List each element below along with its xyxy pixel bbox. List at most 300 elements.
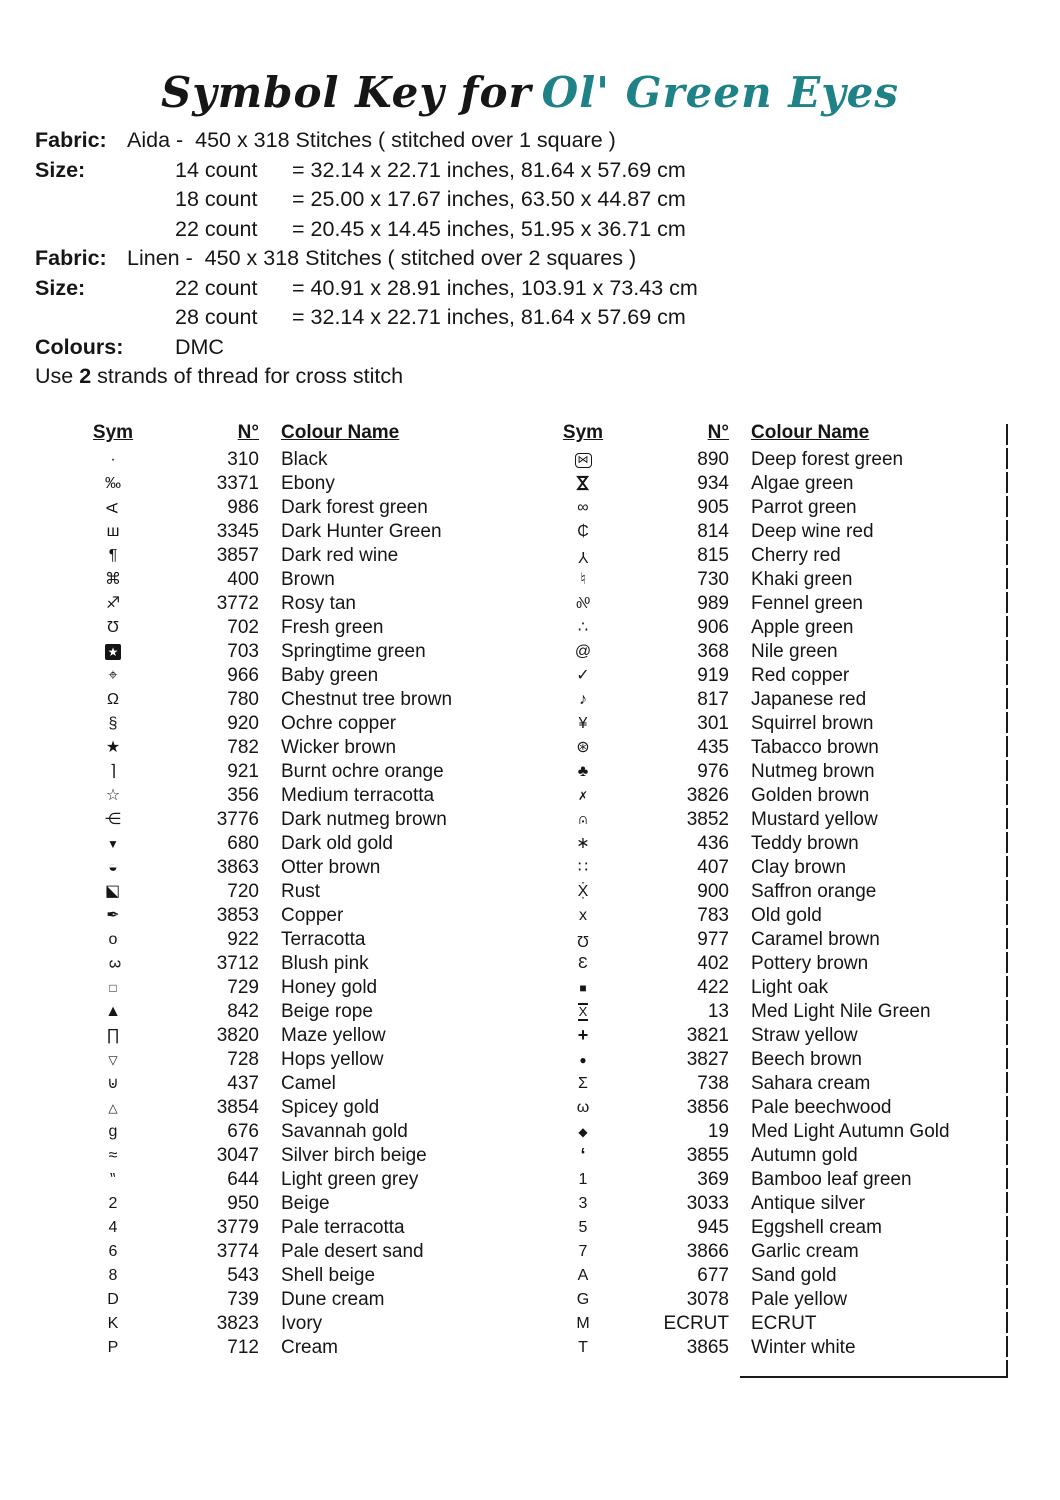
dmc-number: 817 <box>697 688 729 710</box>
table-row <box>85 472 555 496</box>
colour-name: Sahara cream <box>751 1072 871 1094</box>
symbol-glyph: ″ <box>110 1170 116 1188</box>
symbol-cell <box>85 452 141 468</box>
symbol-glyph: ∏ <box>106 1026 120 1044</box>
symbol-glyph: G <box>576 1290 590 1308</box>
colour-name: Old gold <box>751 904 822 926</box>
colour-name: Teddy brown <box>751 832 859 854</box>
table-row <box>555 448 1025 472</box>
colour-name: Wicker brown <box>281 736 397 758</box>
strands-suffix: strands of thread for cross stitch <box>91 364 404 389</box>
symbol-cell <box>85 572 141 588</box>
symbol-glyph: ¶ <box>108 546 118 564</box>
header-colour-name: Colour Name <box>751 421 870 443</box>
symbol-glyph: @ <box>574 642 592 660</box>
table-row <box>555 568 1025 592</box>
table-row <box>85 784 555 808</box>
info-text: Aida - 450 x 318 Stitches ( stitched over 1 square ) <box>127 128 616 153</box>
info-row <box>35 156 1060 186</box>
dmc-number: 3776 <box>216 808 259 830</box>
symbol-cell <box>555 980 611 996</box>
info-text: = 32.14 x 22.71 inches, 81.64 x 57.69 cm <box>292 305 686 330</box>
colour-name: Ochre copper <box>281 712 397 734</box>
symbol-glyph: ◒ <box>108 858 118 876</box>
colour-name: Brown <box>281 568 335 590</box>
colour-name: Pale yellow <box>751 1288 848 1310</box>
symbol-cell <box>85 716 141 732</box>
info-label: Fabric: <box>35 128 107 153</box>
table-row <box>85 1312 555 1336</box>
dmc-number: 676 <box>227 1120 259 1142</box>
colour-name: Honey gold <box>281 976 378 998</box>
table-row <box>555 616 1025 640</box>
colour-name: Baby green <box>281 664 379 686</box>
symbol-cell <box>555 1052 611 1068</box>
table-row <box>555 1168 1025 1192</box>
table-row <box>555 712 1025 736</box>
symbol-cell <box>85 596 141 612</box>
symbol-cell <box>555 620 611 636</box>
info-label: Size: <box>35 157 86 182</box>
info-label <box>35 215 175 245</box>
symbol-glyph: ✗ <box>577 788 589 803</box>
colour-name: Savannah gold <box>281 1120 408 1142</box>
header-number: N° <box>707 421 729 443</box>
table-row <box>85 568 555 592</box>
symbol-glyph: 6 <box>108 1242 118 1260</box>
symbol-glyph: ♪ <box>579 690 587 708</box>
symbol-cell <box>555 1196 611 1212</box>
symbol-cell <box>555 524 611 540</box>
symbol-glyph: ⋈ <box>573 474 593 493</box>
colour-name: Algae green <box>751 472 854 494</box>
symbol-cell <box>85 668 141 684</box>
symbol-cell <box>85 1340 141 1356</box>
dmc-number: 782 <box>227 736 259 758</box>
dmc-number: 3820 <box>216 1024 259 1046</box>
dmc-number: 920 <box>227 712 259 734</box>
colour-name: Apple green <box>751 616 854 638</box>
dmc-number: 543 <box>227 1264 259 1286</box>
colour-name: Saffron orange <box>751 880 877 902</box>
dmc-number: 437 <box>227 1072 259 1094</box>
table-row <box>85 1168 555 1192</box>
colour-name: Blush pink <box>281 952 369 974</box>
colour-name: Autumn gold <box>751 1144 858 1166</box>
symbol-glyph: ⊛ <box>576 738 590 756</box>
dmc-number: 814 <box>697 520 729 542</box>
symbol-cell <box>85 740 141 756</box>
table-row <box>555 1264 1025 1288</box>
table-row <box>85 1096 555 1120</box>
symbol-cell <box>85 1196 141 1212</box>
table-row <box>85 1048 555 1072</box>
colour-name: Rust <box>281 880 321 902</box>
colour-name: Nile green <box>751 640 838 662</box>
symbol-glyph: T <box>578 1338 588 1356</box>
dmc-number: 435 <box>697 736 729 758</box>
table-row <box>85 1264 555 1288</box>
dmc-number: 3345 <box>216 520 259 542</box>
table-row <box>555 496 1025 520</box>
colour-name: Rosy tan <box>281 592 356 614</box>
colour-name: Nutmeg brown <box>751 760 875 782</box>
table-row <box>555 832 1025 856</box>
colour-name: Winter white <box>751 1336 856 1358</box>
table-row <box>85 544 555 568</box>
symbol-cell <box>555 812 611 828</box>
dmc-number: 3827 <box>686 1048 729 1070</box>
symbol-cell <box>555 548 611 564</box>
info-row <box>35 185 1060 215</box>
symbol-key-tables <box>85 418 1060 1360</box>
symbol-cell <box>85 1220 141 1236</box>
dmc-number: 19 <box>707 1120 729 1142</box>
dmc-number: 729 <box>227 976 259 998</box>
table-row <box>555 1216 1025 1240</box>
colour-name: Burnt ochre orange <box>281 760 444 782</box>
symbol-cell <box>85 644 141 660</box>
info-row <box>35 274 1060 304</box>
symbol-cell <box>555 1100 611 1116</box>
symbol-glyph: ⌉ <box>109 762 117 780</box>
symbol-glyph: ш <box>106 522 120 540</box>
symbol-cell <box>85 764 141 780</box>
dmc-number: 3866 <box>686 1240 729 1262</box>
dmc-number: 900 <box>697 880 729 902</box>
symbol-glyph: P <box>107 1338 119 1356</box>
symbol-cell <box>555 1003 611 1021</box>
dmc-number: 934 <box>697 472 729 494</box>
symbol-glyph: ★ <box>105 738 121 756</box>
info-count: DMC <box>175 334 224 359</box>
symbol-glyph: ≈ <box>108 1146 118 1164</box>
symbol-cell <box>85 692 141 708</box>
symbol-glyph: § <box>108 714 118 732</box>
symbol-cell <box>85 1172 141 1188</box>
fabric-size-info <box>35 126 1060 362</box>
dmc-number: 310 <box>227 448 259 470</box>
symbol-glyph: M <box>576 1314 590 1332</box>
symbol-cell <box>85 1052 141 1068</box>
dmc-number: 712 <box>227 1336 259 1358</box>
symbol-glyph: ✒ <box>106 906 120 924</box>
colour-name: Med Light Autumn Gold <box>751 1120 950 1142</box>
symbol-glyph: x <box>579 906 587 924</box>
page-title <box>0 0 1060 116</box>
info-count: 14 count <box>175 157 258 182</box>
table-row <box>85 664 555 688</box>
symbol-cell <box>85 1316 141 1332</box>
dmc-number: 890 <box>697 448 729 470</box>
table-row <box>85 1120 555 1144</box>
symbol-glyph: ∩ • <box>577 812 589 828</box>
symbol-glyph: ▲ <box>105 1002 121 1020</box>
symbol-cell <box>555 572 611 588</box>
colour-name: Pale beechwood <box>751 1096 892 1118</box>
colour-name: Antique silver <box>751 1192 866 1214</box>
symbol-glyph: ⋈ <box>575 453 592 468</box>
dmc-number: 3853 <box>216 904 259 926</box>
symbol-glyph: ⌖ <box>108 666 118 684</box>
dmc-number: 921 <box>227 760 259 782</box>
colour-name: Pale desert sand <box>281 1240 424 1262</box>
colour-name: Caramel brown <box>751 928 880 950</box>
colour-name: Khaki green <box>751 568 853 590</box>
dmc-number: 815 <box>697 544 729 566</box>
dmc-number: 905 <box>697 496 729 518</box>
dmc-number: 3772 <box>216 592 259 614</box>
symbol-cell <box>85 884 141 900</box>
table-row <box>555 1024 1025 1048</box>
symbol-cell <box>555 1076 611 1092</box>
symbol-cell <box>555 932 611 948</box>
colour-name: Otter brown <box>281 856 381 878</box>
colour-name: Silver birch beige <box>281 1144 427 1166</box>
table-row <box>555 736 1025 760</box>
symbol-cell <box>85 860 141 876</box>
info-text: = 25.00 x 17.67 inches, 63.50 x 44.87 cm <box>292 187 686 212</box>
symbol-cell <box>555 884 611 900</box>
dmc-number: 677 <box>697 1264 729 1286</box>
symbol-glyph: X <box>578 1003 588 1019</box>
colour-name: Clay brown <box>751 856 847 878</box>
table-row <box>85 832 555 856</box>
colour-name: Garlic cream <box>751 1240 859 1262</box>
symbol-cell <box>555 500 611 516</box>
symbol-glyph: ‘ <box>580 1145 586 1166</box>
strands-count: 2 <box>79 364 92 389</box>
colour-name: Straw yellow <box>751 1024 858 1046</box>
table-row <box>555 1192 1025 1216</box>
colour-name: Light oak <box>751 976 829 998</box>
table-row <box>85 736 555 760</box>
symbol-glyph: 5 <box>578 1218 588 1236</box>
colour-name: Med Light Nile Green <box>751 1000 931 1022</box>
colour-name: Tabacco brown <box>751 736 879 758</box>
symbol-cell <box>555 956 611 972</box>
dmc-number: 989 <box>697 592 729 614</box>
symbol-glyph: o <box>108 930 118 948</box>
table-row <box>555 880 1025 904</box>
dmc-number: 402 <box>697 952 729 974</box>
colour-name: Dune cream <box>281 1288 385 1310</box>
symbol-glyph: 7 <box>578 1242 588 1260</box>
colour-name: Pottery brown <box>751 952 869 974</box>
symbol-glyph: ◆ <box>578 1124 588 1139</box>
symbol-cell <box>85 836 141 852</box>
symbol-glyph: A <box>103 502 121 514</box>
symbol-glyph: 2 <box>108 1194 118 1212</box>
symbol-glyph: ∴ <box>577 618 589 636</box>
dmc-number: 3854 <box>216 1096 259 1118</box>
dmc-number: 728 <box>227 1048 259 1070</box>
colour-name: Eggshell cream <box>751 1216 882 1238</box>
symbol-glyph: ▼ <box>107 836 119 851</box>
symbol-glyph: ☆ <box>105 786 121 804</box>
info-text: = 40.91 x 28.91 inches, 103.91 x 73.43 cm <box>292 275 698 300</box>
table-row <box>555 760 1025 784</box>
symbol-glyph: Ɛ <box>578 954 588 972</box>
colour-name: Beech brown <box>751 1048 862 1070</box>
symbol-cell <box>555 644 611 660</box>
colour-name: Dark nutmeg brown <box>281 808 447 830</box>
symbol-cell <box>555 596 611 612</box>
symbol-glyph: ♮ <box>580 570 586 588</box>
symbol-glyph: ⋲ <box>105 810 121 828</box>
symbol-glyph: D <box>107 1290 119 1308</box>
table-row <box>85 904 555 928</box>
table-row <box>85 1072 555 1096</box>
colour-name: Sand gold <box>751 1264 837 1286</box>
page-title-pattern-name: Ol' Green Eyes <box>541 68 900 117</box>
colour-name: Fresh green <box>281 616 384 638</box>
symbol-glyph: ⌘ <box>105 570 121 588</box>
symbol-glyph: ▽ <box>108 1052 118 1067</box>
symbol-glyph: ∷ <box>577 858 589 876</box>
table-row <box>85 928 555 952</box>
symbol-glyph: ‰ <box>105 474 121 492</box>
table-row <box>85 592 555 616</box>
symbol-glyph: △ <box>108 1100 118 1115</box>
table-row <box>555 1288 1025 1312</box>
info-count: 28 count <box>175 305 258 330</box>
symbol-glyph: A <box>577 1266 589 1284</box>
symbol-cell <box>85 620 141 636</box>
symbol-glyph: g <box>108 1122 118 1140</box>
table-row <box>555 1048 1025 1072</box>
colour-name: Hops yellow <box>281 1048 384 1070</box>
info-row <box>35 244 1060 274</box>
colour-name: Shell beige <box>281 1264 376 1286</box>
adjacent-column-border <box>1006 424 1008 1376</box>
table-row <box>555 664 1025 688</box>
symbol-cell <box>85 1028 141 1044</box>
colour-name: Dark forest green <box>281 496 428 518</box>
colour-name: Chestnut tree brown <box>281 688 453 710</box>
dmc-number: 702 <box>227 616 259 638</box>
colour-name: Pale terracotta <box>281 1216 405 1238</box>
colour-name: Dark red wine <box>281 544 399 566</box>
table-row <box>85 448 555 472</box>
symbol-glyph: 3 <box>578 1194 588 1212</box>
dmc-number: 3779 <box>216 1216 259 1238</box>
dmc-number: 986 <box>227 496 259 518</box>
strands-prefix: Use <box>35 364 80 389</box>
symbol-cell <box>555 1146 611 1165</box>
symbol-cell <box>85 1268 141 1284</box>
dmc-number: 436 <box>697 832 729 854</box>
dmc-number: 977 <box>697 928 729 950</box>
symbol-glyph: 3 <box>105 959 122 969</box>
dmc-number: 301 <box>697 712 729 734</box>
info-text: = 32.14 x 22.71 inches, 81.64 x 57.69 cm <box>292 157 686 182</box>
symbol-glyph: Ω <box>107 690 119 708</box>
symbol-glyph: ♐ <box>105 594 121 612</box>
info-label: Fabric: <box>35 246 107 271</box>
symbol-glyph: 1 <box>578 1170 588 1188</box>
symbol-glyph: 8 <box>108 1266 118 1284</box>
dmc-number: 739 <box>227 1288 259 1310</box>
symbol-cell <box>555 1124 611 1140</box>
colour-name: Beige rope <box>281 1000 373 1022</box>
symbol-cell <box>85 1124 141 1140</box>
symbol-cell <box>85 1004 141 1020</box>
info-label <box>35 303 175 333</box>
symbol-glyph: 4 <box>108 1218 118 1236</box>
colour-name: Ebony <box>281 472 335 494</box>
dmc-number: 3826 <box>686 784 729 806</box>
colour-name: Dark Hunter Green <box>281 520 442 542</box>
symbol-glyph: + <box>577 1025 589 1046</box>
dmc-number: 680 <box>227 832 259 854</box>
dmc-number: 13 <box>707 1000 729 1022</box>
symbol-glyph: ◪ <box>105 882 121 900</box>
dmc-number: 644 <box>227 1168 259 1190</box>
symbol-cell <box>85 1100 141 1116</box>
symbol-cell <box>555 740 611 756</box>
table-row <box>555 520 1025 544</box>
symbol-cell <box>555 788 611 804</box>
colour-name: Springtime green <box>281 640 426 662</box>
dmc-number: 3078 <box>686 1288 729 1310</box>
colour-name: Golden brown <box>751 784 870 806</box>
symbol-cell <box>555 1268 611 1284</box>
table-row <box>85 1288 555 1312</box>
symbol-glyph: Ω <box>577 931 589 949</box>
symbol-cell <box>85 932 141 948</box>
table-row <box>85 640 555 664</box>
symbol-cell <box>555 668 611 684</box>
symbol-glyph: ∗ <box>576 834 590 852</box>
colour-name: Terracotta <box>281 928 366 950</box>
colour-name: Dark old gold <box>281 832 393 854</box>
info-row <box>35 126 1060 156</box>
table-row <box>85 1216 555 1240</box>
symbol-glyph: ₵ <box>577 522 589 540</box>
colour-name: Camel <box>281 1072 336 1094</box>
colour-name: Deep forest green <box>751 448 904 470</box>
info-row <box>35 215 1060 245</box>
colour-name: Light green grey <box>281 1168 419 1190</box>
table-row <box>85 712 555 736</box>
dmc-number: 3852 <box>686 808 729 830</box>
dmc-number: 3856 <box>686 1096 729 1118</box>
symbol-glyph: ¥ <box>578 714 588 732</box>
dmc-number: 783 <box>697 904 729 926</box>
symbol-glyph: % <box>575 594 591 612</box>
table-row <box>555 1336 1025 1360</box>
table-row <box>85 760 555 784</box>
dmc-number: 3821 <box>686 1024 729 1046</box>
table-row <box>555 904 1025 928</box>
dmc-number: 780 <box>227 688 259 710</box>
symbol-glyph: ✓ <box>576 666 590 684</box>
table-body-right <box>555 448 1025 1360</box>
table-row <box>85 1192 555 1216</box>
info-text: = 20.45 x 14.45 inches, 51.95 x 36.71 cm <box>292 216 686 241</box>
colour-name: Copper <box>281 904 344 926</box>
dmc-number: 3857 <box>216 544 259 566</box>
colour-name: Spicey gold <box>281 1096 380 1118</box>
table-row <box>555 592 1025 616</box>
colour-name: Ivory <box>281 1312 323 1334</box>
info-label: Colours: <box>35 334 124 359</box>
symbol-cell <box>555 1340 611 1356</box>
symbol-table-left <box>85 418 555 1360</box>
table-row <box>555 856 1025 880</box>
header-sym: Sym <box>92 421 134 443</box>
